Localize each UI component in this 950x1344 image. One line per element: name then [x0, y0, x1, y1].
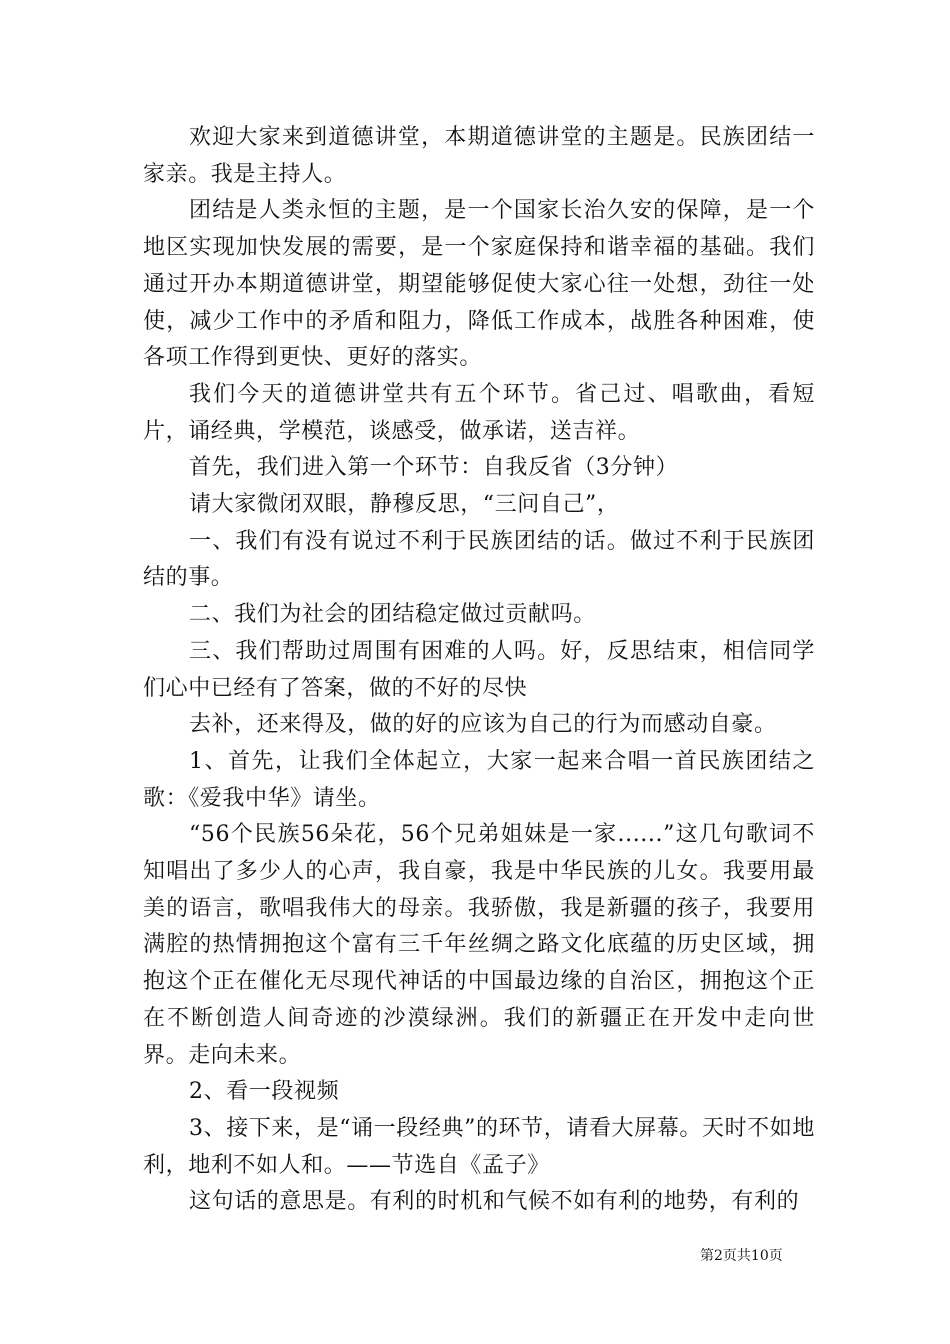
page-number: 第2页共10页	[700, 1248, 783, 1264]
paragraph-classic: 3、接下来，是“诵一段经典”的环节，请看大屏幕。天时不如地利，地利不如人和。——节选自《孟子》	[143, 1115, 815, 1178]
paragraph-reflection-end: 去补，还来得及，做的好的应该为自己的行为而感动自豪。	[189, 712, 777, 738]
document-body	[143, 120, 815, 1221]
paragraph-first-stage: 首先，我们进入第一个环节：自我反省（3分钟）	[189, 455, 679, 481]
paragraph-song: 1、首先，让我们全体起立，大家一起来合唱一首民族团结之歌：《爱我中华》请坐。	[143, 748, 815, 811]
paragraph-lyrics: “56个民族56朵花，56个兄弟姐妹是一家......”这几句歌词不知唱出了多少人的心声，我自豪，我是中华民族的儿女。我要用最美的语言，歌唱我伟大的母亲。我骄傲，我是新疆的孩子，我要用满腔的热情拥抱这个富有三千年丝绸之路文化底蕴的历史区域，拥抱这个正在催化无尽现代神话的中国最边缘的自治区，拥抱这个正在不断创造人间奇迹的沙漠绿洲。我们的新疆正在开发中走向世界。走向未来。	[143, 822, 815, 1068]
paragraph-reflection-intro: 请大家微闭双眼，静穆反思，“三问自己”，	[189, 492, 620, 518]
paragraph-question-one: 一、我们有没有说过不利于民族团结的话。做过不利于民族团结的事。	[143, 528, 815, 591]
paragraph-video: 2、看一段视频	[189, 1079, 340, 1105]
paragraph-unity-theme: 团结是人类永恒的主题，是一个国家长治久安的保障，是一个地区实现加快发展的需要，是一个家庭保持和谐幸福的基础。我们通过开办本期道德讲堂，期望能够促使大家心往一处想，劲往一处使，减少工作中的矛盾和阻力，降低工作成本，战胜各种困难，使各项工作得到更快、更好的落实。	[143, 198, 815, 371]
paragraph-question-two: 二、我们为社会的团结稳定做过贡献吗。	[189, 602, 596, 628]
paragraph-question-three: 三、我们帮助过周围有困难的人吗。好，反思结束，相信同学们心中已经有了答案，做的不好的尽快	[143, 638, 815, 701]
paragraph-meaning: 这句话的意思是。有利的时机和气候不如有利的地势，有利的	[189, 1189, 800, 1215]
paragraph-five-stages: 我们今天的道德讲堂共有五个环节。省己过、唱歌曲，看短片，诵经典，学模范，谈感受，做承诺，送吉祥。	[143, 381, 815, 444]
paragraph-welcome: 欢迎大家来到道德讲堂，本期道德讲堂的主题是。民族团结一家亲。我是主持人。	[143, 125, 815, 187]
